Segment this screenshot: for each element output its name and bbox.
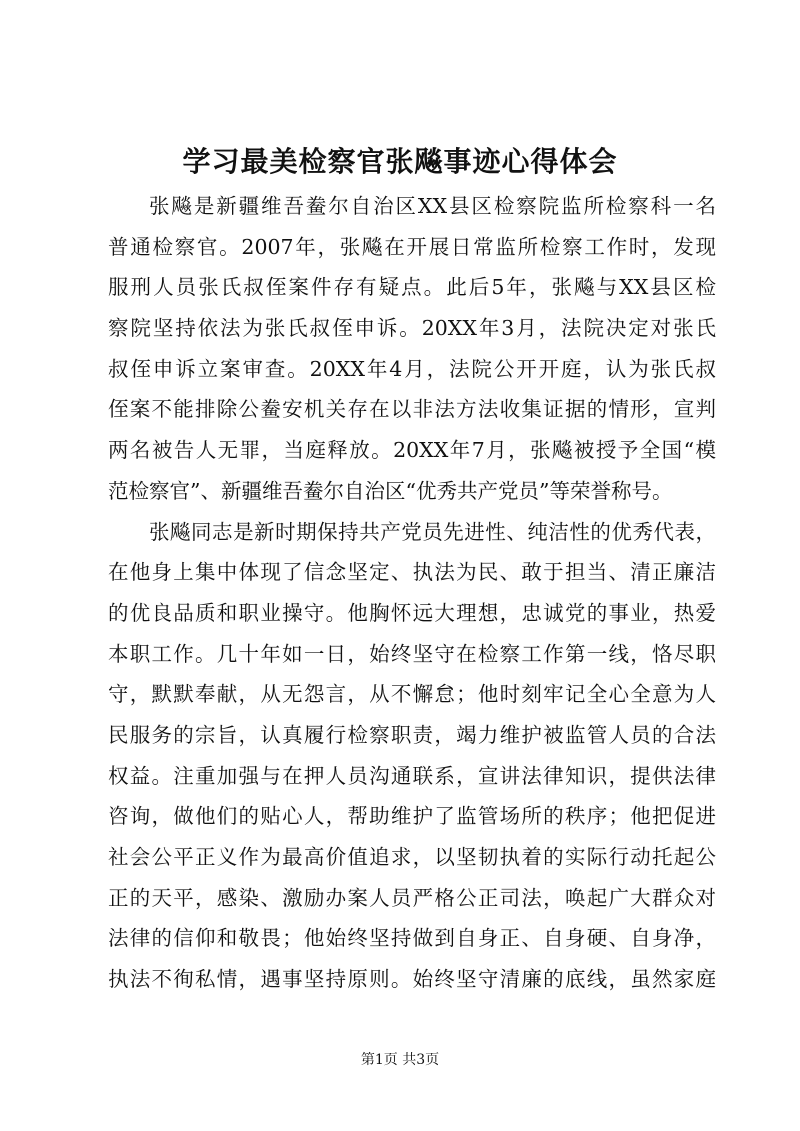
paragraph-line: 普通检察官。2007年，张飚在开展日常监所检察工作时，发现: [108, 234, 716, 259]
paragraph-line: 张飚是新疆维吾鲞尔自治区XX县区检察院监所检察科一名: [149, 194, 716, 218]
paragraph-line: 守，默默奉献，从无怨言，从不懈怠；他时刻牢记全心全意为人: [108, 682, 716, 707]
paragraph-line: 张飚同志是新时期保持共产党员先进性、纯洁性的优秀代表，: [149, 519, 716, 544]
paragraph-line: 在他身上集中体现了信念坚定、执法为民、敢于担当、清正廉洁: [108, 560, 716, 585]
paragraph-2: [108, 512, 716, 1000]
paragraph-line: 正的天平，感染、激励办案人员严格公正司法，唤起广大群众对: [108, 885, 716, 910]
paragraph-line: 法律的信仰和敬畏；他始终坚持做到自身正、自身硬、自身净，: [108, 926, 716, 951]
paragraph-line: 民服务的宗旨，认真履行检察职责，竭力维护被监管人员的合法: [108, 722, 716, 747]
paragraph-line: 两名被告人无罪，当庭释放。20XX年7月，张飚被授予全国“模: [108, 438, 716, 463]
paragraph-line: 社会公平正义作为最高价值追求，以坚韧执着的实际行动托起公: [108, 845, 716, 869]
document-title: 学习最美检察官张飚事迹心得体会: [182, 145, 618, 178]
paragraph-line: 的优良品质和职业操守。他胸怀远大理想，忠诚党的事业，热爱: [108, 600, 716, 625]
paragraph-line: 本职工作。几十年如一日，始终坚守在检察工作第一线，恪尽职: [108, 641, 716, 666]
paragraph-line: 察院坚持依法为张氏叔侄申诉。20XX年3月，法院决定对张氏: [108, 316, 716, 341]
document-body: [108, 186, 716, 1000]
page-number: 第1页 共3页: [360, 1052, 440, 1068]
paragraph-line: 侄案不能排除公鲞安机关存在以非法方法收集证据的情形，宣判: [108, 397, 716, 422]
paragraph-line: 服刑人员张氏叔侄案件存有疑点。此后5年，张飚与XX县区检: [108, 275, 716, 300]
paragraph-line: 范检察官”、新疆维吾鲞尔自治区“优秀共产党员”等荣誉称号。: [108, 478, 673, 503]
paragraph-line: 咨询，做他们的贴心人，帮助维护了监管场所的秩序；他把促进: [108, 804, 716, 829]
paragraph-line: 叔侄申诉立案审查。20XX年4月，法院公开开庭，认为张氏叔: [108, 356, 716, 381]
paragraph-line: 权益。注重加强与在押人员沟通联系，宣讲法律知识，提供法律: [108, 763, 716, 788]
paragraph-line: 执法不徇私情，遇事坚持原则。始终坚守清廉的底线，虽然家庭: [108, 967, 716, 992]
paragraph-1: [108, 186, 716, 512]
